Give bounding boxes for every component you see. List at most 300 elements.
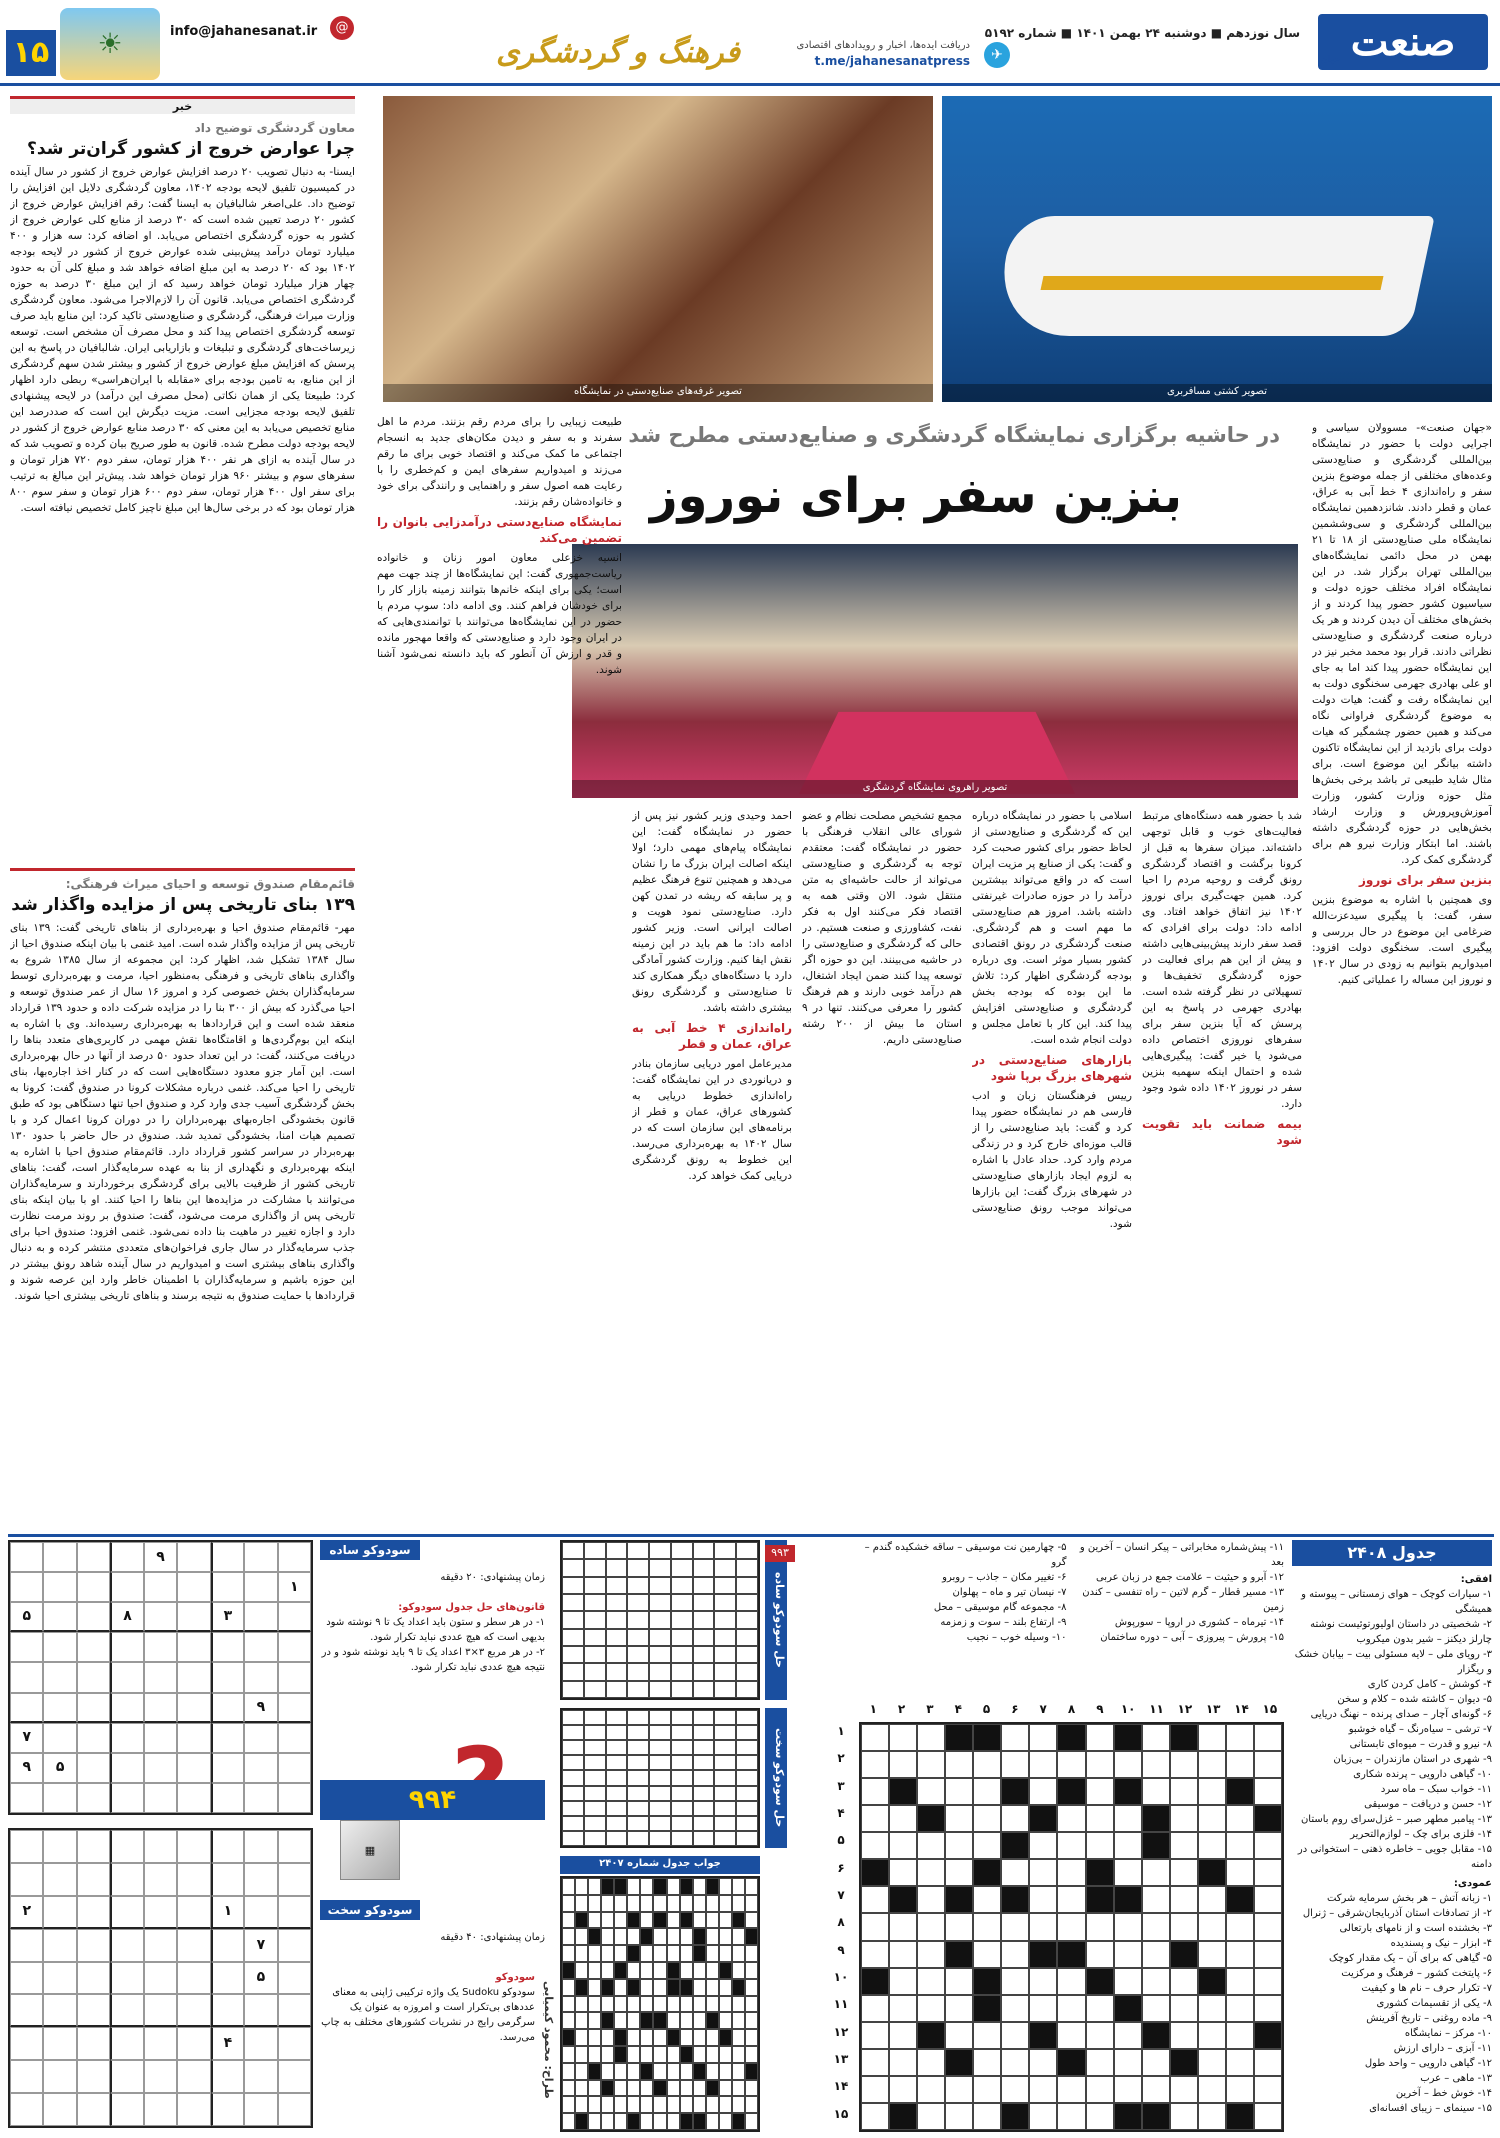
crossword-cell[interactable] [627, 1895, 640, 1912]
crossword-cell[interactable] [889, 1832, 917, 1859]
crossword-cell[interactable] [680, 2029, 693, 2046]
crossword-cell[interactable] [1142, 2049, 1170, 2076]
sudoku-cell[interactable] [10, 1572, 43, 1602]
sudoku-cell[interactable] [244, 1542, 277, 1572]
crossword-cell[interactable] [1057, 1968, 1085, 1995]
crossword-cell[interactable] [917, 1724, 945, 1751]
sudoku-cell[interactable] [144, 1753, 177, 1783]
crossword-cell[interactable] [627, 1646, 649, 1663]
crossword-cell[interactable] [653, 1895, 666, 1912]
sudoku-cell[interactable] [244, 1662, 277, 1692]
crossword-cell[interactable] [588, 1878, 601, 1895]
crossword-cell[interactable] [584, 1816, 606, 1831]
sudoku-cell[interactable] [43, 2060, 76, 2093]
crossword-cell[interactable] [562, 1945, 575, 1962]
crossword-cell[interactable] [945, 1751, 973, 1778]
crossword-cell[interactable] [627, 1681, 649, 1698]
crossword-cell[interactable] [680, 2012, 693, 2029]
crossword-cell[interactable] [627, 1542, 649, 1559]
crossword-cell[interactable] [693, 1646, 715, 1663]
crossword-cell[interactable] [706, 1945, 719, 1962]
crossword-cell[interactable] [693, 1594, 715, 1611]
crossword-cell[interactable] [588, 2096, 601, 2113]
crossword-cell[interactable] [671, 1710, 693, 1725]
crossword-cell[interactable] [588, 1945, 601, 1962]
sudoku-cell[interactable]: ۷ [10, 1723, 43, 1753]
crossword-cell[interactable] [693, 2029, 706, 2046]
sudoku-cell[interactable] [177, 1783, 210, 1813]
crossword-cell[interactable] [1142, 1724, 1170, 1751]
crossword-cell[interactable] [861, 2103, 889, 2130]
crossword-cell[interactable] [667, 2012, 680, 2029]
crossword-cell[interactable] [653, 2096, 666, 2113]
crossword-cell[interactable] [714, 1786, 736, 1801]
sudoku-cell[interactable] [177, 1723, 210, 1753]
crossword-cell[interactable] [562, 1831, 584, 1846]
crossword-cell[interactable] [606, 1755, 628, 1770]
crossword-cell[interactable] [584, 1786, 606, 1801]
sudoku-cell[interactable] [43, 1662, 76, 1692]
crossword-cell[interactable] [627, 2096, 640, 2113]
crossword-cell[interactable] [627, 1831, 649, 1846]
crossword-cell[interactable] [714, 1816, 736, 1831]
crossword-cell[interactable] [719, 1996, 732, 2013]
crossword-cell[interactable] [1086, 1724, 1114, 1751]
sudoku-cell[interactable] [110, 1863, 143, 1896]
crossword-cell[interactable] [562, 2046, 575, 2063]
crossword-cell[interactable] [627, 1710, 649, 1725]
crossword-cell[interactable] [714, 1740, 736, 1755]
crossword-cell[interactable] [680, 2063, 693, 2080]
crossword-cell[interactable] [861, 1941, 889, 1968]
crossword-cell[interactable] [667, 2080, 680, 2097]
sudoku-cell[interactable] [110, 1572, 143, 1602]
crossword-cell[interactable] [732, 1945, 745, 1962]
sudoku-cell[interactable] [110, 1542, 143, 1572]
crossword-cell[interactable] [693, 1786, 715, 1801]
sudoku-cell[interactable] [144, 2093, 177, 2126]
crossword-cell[interactable] [649, 1611, 671, 1628]
crossword-cell[interactable] [719, 2063, 732, 2080]
crossword-cell[interactable] [1142, 2076, 1170, 2103]
crossword-cell[interactable] [584, 1681, 606, 1698]
sudoku-cell[interactable] [278, 1994, 311, 2027]
crossword-cell[interactable] [627, 1928, 640, 1945]
crossword-cell[interactable] [861, 1778, 889, 1805]
crossword-cell[interactable] [562, 1770, 584, 1785]
crossword-cell[interactable] [745, 2080, 758, 2097]
sudoku-cell[interactable] [177, 1962, 210, 1995]
crossword-cell[interactable] [889, 2022, 917, 2049]
sudoku-cell[interactable] [77, 1723, 110, 1753]
sudoku-cell[interactable] [77, 1929, 110, 1962]
crossword-cell[interactable] [1254, 1913, 1282, 1940]
sudoku-cell[interactable] [177, 1693, 210, 1723]
crossword-cell[interactable] [719, 2046, 732, 2063]
crossword-cell[interactable] [1057, 1886, 1085, 1913]
crossword-cell[interactable] [1001, 1995, 1029, 2022]
sudoku-cell[interactable] [211, 1929, 244, 1962]
crossword-cell[interactable] [1114, 1968, 1142, 1995]
crossword-cell[interactable] [575, 2012, 588, 2029]
crossword-cell[interactable] [732, 1962, 745, 1979]
crossword-cell[interactable] [1057, 2076, 1085, 2103]
sudoku-cell[interactable] [10, 2027, 43, 2060]
crossword-cell[interactable] [861, 2049, 889, 2076]
crossword-cell[interactable] [861, 1995, 889, 2022]
crossword-cell[interactable] [945, 1859, 973, 1886]
crossword-cell[interactable] [1198, 1886, 1226, 1913]
crossword-cell[interactable] [649, 1646, 671, 1663]
crossword-cell[interactable] [736, 1542, 758, 1559]
crossword-cell[interactable] [667, 2046, 680, 2063]
crossword-cell[interactable] [1142, 1751, 1170, 1778]
sudoku-cell[interactable] [77, 1830, 110, 1863]
crossword-cell[interactable] [945, 1778, 973, 1805]
crossword-cell[interactable] [745, 2029, 758, 2046]
crossword-cell[interactable] [1254, 2103, 1282, 2130]
crossword-cell[interactable] [640, 1912, 653, 1929]
crossword-cell[interactable] [889, 1913, 917, 1940]
crossword-cell[interactable] [627, 1962, 640, 1979]
crossword-cell[interactable] [732, 2012, 745, 2029]
crossword-cell[interactable] [1198, 2103, 1226, 2130]
crossword-cell[interactable] [719, 1878, 732, 1895]
crossword-cell[interactable] [562, 1611, 584, 1628]
crossword-cell[interactable] [614, 2113, 627, 2130]
sudoku-cell[interactable] [110, 2060, 143, 2093]
crossword-cell[interactable] [649, 1594, 671, 1611]
crossword-cell[interactable] [745, 1962, 758, 1979]
sudoku-cell[interactable] [43, 1723, 76, 1753]
sudoku-cell[interactable] [144, 1693, 177, 1723]
sudoku-cell[interactable] [77, 1693, 110, 1723]
crossword-cell[interactable] [889, 2076, 917, 2103]
crossword-cell[interactable] [973, 2049, 1001, 2076]
sudoku-cell[interactable] [211, 2093, 244, 2126]
sudoku-cell[interactable] [278, 1693, 311, 1723]
crossword-cell[interactable] [671, 1816, 693, 1831]
crossword-cell[interactable] [889, 1968, 917, 1995]
crossword-cell[interactable] [640, 2029, 653, 2046]
crossword-cell[interactable] [889, 1941, 917, 1968]
crossword-cell[interactable] [614, 2012, 627, 2029]
crossword-cell[interactable] [693, 2080, 706, 2097]
crossword-cell[interactable] [653, 2113, 666, 2130]
sudoku-cell[interactable] [10, 1662, 43, 1692]
crossword-cell[interactable] [588, 2012, 601, 2029]
crossword-cell[interactable] [1001, 1859, 1029, 1886]
crossword-cell[interactable] [588, 2046, 601, 2063]
crossword-cell[interactable] [671, 1681, 693, 1698]
crossword-cell[interactable] [1114, 1805, 1142, 1832]
sudoku-cell[interactable] [77, 1863, 110, 1896]
crossword-cell[interactable] [693, 1725, 715, 1740]
crossword-cell[interactable] [575, 2046, 588, 2063]
sudoku-cell[interactable] [244, 1994, 277, 2027]
crossword-cell[interactable] [719, 1928, 732, 1945]
sudoku-cell[interactable] [110, 1753, 143, 1783]
sudoku-cell[interactable] [110, 1994, 143, 2027]
sudoku-cell[interactable] [278, 1723, 311, 1753]
crossword-cell[interactable] [736, 1816, 758, 1831]
crossword-cell[interactable] [606, 1816, 628, 1831]
crossword-cell[interactable] [653, 1928, 666, 1945]
crossword-cell[interactable] [671, 1594, 693, 1611]
sudoku-cell[interactable] [144, 1896, 177, 1929]
crossword-cell[interactable] [1170, 1913, 1198, 1940]
sudoku-cell[interactable] [77, 1602, 110, 1632]
crossword-cell[interactable] [945, 1968, 973, 1995]
crossword-cell[interactable] [667, 1996, 680, 2013]
sudoku-cell[interactable] [278, 1542, 311, 1572]
crossword-cell[interactable] [1254, 1968, 1282, 1995]
crossword-cell[interactable] [1029, 1778, 1057, 1805]
crossword-cell[interactable] [706, 1912, 719, 1929]
crossword-cell[interactable] [601, 1928, 614, 1945]
crossword-cell[interactable] [1142, 1913, 1170, 1940]
crossword-cell[interactable] [714, 1725, 736, 1740]
crossword-cell[interactable] [917, 2076, 945, 2103]
crossword-cell[interactable] [562, 1996, 575, 2013]
crossword-cell[interactable] [614, 1945, 627, 1962]
crossword-cell[interactable] [1142, 1778, 1170, 1805]
crossword-cell[interactable] [714, 1646, 736, 1663]
crossword-cell[interactable] [601, 2029, 614, 2046]
sudoku-cell[interactable] [43, 1783, 76, 1813]
crossword-cell[interactable] [649, 1663, 671, 1680]
sudoku-cell[interactable] [211, 1572, 244, 1602]
sudoku-cell[interactable] [43, 2093, 76, 2126]
crossword-cell[interactable] [693, 1611, 715, 1628]
sudoku-cell[interactable] [110, 1723, 143, 1753]
crossword-cell[interactable] [1170, 2103, 1198, 2130]
crossword-cell[interactable] [714, 1770, 736, 1785]
crossword-cell[interactable] [649, 1770, 671, 1785]
sudoku-cell[interactable] [10, 2060, 43, 2093]
sudoku-cell[interactable] [177, 2027, 210, 2060]
crossword-cell[interactable] [736, 1646, 758, 1663]
crossword-cell[interactable] [1254, 1886, 1282, 1913]
sudoku-cell[interactable] [144, 1994, 177, 2027]
crossword-cell[interactable] [601, 2046, 614, 2063]
crossword-cell[interactable] [1086, 1751, 1114, 1778]
crossword-cell[interactable] [584, 1629, 606, 1646]
crossword-cell[interactable] [1001, 1724, 1029, 1751]
crossword-cell[interactable] [693, 1895, 706, 1912]
crossword-cell[interactable] [640, 2046, 653, 2063]
crossword-cell[interactable] [1001, 1968, 1029, 1995]
sudoku-cell[interactable] [110, 1662, 143, 1692]
crossword-cell[interactable] [693, 1962, 706, 1979]
crossword-cell[interactable] [671, 1755, 693, 1770]
crossword-cell[interactable] [640, 1962, 653, 1979]
sudoku-cell[interactable] [43, 2027, 76, 2060]
crossword-cell[interactable] [861, 2022, 889, 2049]
crossword-cell[interactable] [1057, 1751, 1085, 1778]
sudoku-cell[interactable]: ۹ [10, 1753, 43, 1783]
crossword-cell[interactable] [1198, 1805, 1226, 1832]
crossword-cell[interactable] [649, 1801, 671, 1816]
crossword-cell[interactable] [562, 1646, 584, 1663]
sudoku-cell[interactable] [211, 1863, 244, 1896]
sudoku-cell[interactable] [211, 1632, 244, 1662]
sudoku-cell[interactable] [77, 2093, 110, 2126]
crossword-cell[interactable] [671, 1801, 693, 1816]
crossword-cell[interactable] [1114, 2049, 1142, 2076]
crossword-cell[interactable] [606, 1786, 628, 1801]
crossword-cell[interactable] [627, 1816, 649, 1831]
crossword-cell[interactable] [732, 1996, 745, 2013]
crossword-cell[interactable] [732, 1928, 745, 1945]
sudoku-cell[interactable] [144, 1602, 177, 1632]
crossword-cell[interactable] [1198, 1751, 1226, 1778]
crossword-cell[interactable] [606, 1577, 628, 1594]
crossword-cell[interactable] [671, 1770, 693, 1785]
crossword-cell[interactable] [745, 2113, 758, 2130]
crossword-cell[interactable] [861, 1805, 889, 1832]
crossword-cell[interactable] [640, 1945, 653, 1962]
crossword-cell[interactable] [627, 1611, 649, 1628]
crossword-cell[interactable] [889, 1859, 917, 1886]
crossword-cell[interactable] [680, 2096, 693, 2113]
crossword-cell[interactable] [575, 1878, 588, 1895]
crossword-cell[interactable] [706, 1962, 719, 1979]
sudoku-cell[interactable] [211, 1693, 244, 1723]
crossword-cell[interactable] [1198, 2076, 1226, 2103]
crossword-cell[interactable] [601, 1912, 614, 1929]
crossword-cell[interactable] [606, 1725, 628, 1740]
crossword-cell[interactable] [736, 1559, 758, 1576]
sudoku-cell[interactable] [77, 1632, 110, 1662]
crossword-cell[interactable] [917, 1832, 945, 1859]
crossword-cell[interactable] [671, 1577, 693, 1594]
sudoku-cell[interactable] [211, 1662, 244, 1692]
crossword-cell[interactable] [973, 1913, 1001, 1940]
sudoku-cell[interactable] [177, 1896, 210, 1929]
sudoku-cell[interactable] [43, 1830, 76, 1863]
sudoku-cell[interactable] [278, 1962, 311, 1995]
crossword-cell[interactable] [584, 1770, 606, 1785]
crossword-cell[interactable] [693, 1755, 715, 1770]
sudoku-cell[interactable]: ۹ [244, 1693, 277, 1723]
crossword-cell[interactable] [562, 1594, 584, 1611]
sudoku-cell[interactable] [77, 1753, 110, 1783]
crossword-cell[interactable] [693, 1663, 715, 1680]
crossword-cell[interactable] [667, 2096, 680, 2113]
crossword-cell[interactable] [917, 1968, 945, 1995]
crossword-cell[interactable] [680, 1962, 693, 1979]
crossword-cell[interactable] [680, 1928, 693, 1945]
sudoku-cell[interactable] [211, 2060, 244, 2093]
crossword-cell[interactable] [606, 1542, 628, 1559]
crossword-cell[interactable] [649, 1681, 671, 1698]
crossword-cell[interactable] [1057, 1832, 1085, 1859]
crossword-cell[interactable] [562, 2113, 575, 2130]
sudoku-cell[interactable] [244, 1753, 277, 1783]
crossword-cell[interactable] [575, 1996, 588, 2013]
crossword-cell[interactable] [719, 2096, 732, 2113]
crossword-cell[interactable] [745, 1979, 758, 1996]
crossword-cell[interactable] [562, 1912, 575, 1929]
crossword-cell[interactable] [736, 1831, 758, 1846]
sudoku-cell[interactable] [10, 1542, 43, 1572]
crossword-cell[interactable] [1254, 2049, 1282, 2076]
crossword-cell[interactable] [640, 1979, 653, 1996]
crossword-cell[interactable] [714, 1831, 736, 1846]
crossword-cell[interactable] [693, 1710, 715, 1725]
main-headline[interactable]: بنزین سفر برای نوروز [650, 468, 1182, 524]
crossword-cell[interactable] [614, 2080, 627, 2097]
crossword-cell[interactable] [627, 1878, 640, 1895]
crossword-cell[interactable] [1029, 2103, 1057, 2130]
crossword-cell[interactable] [653, 1996, 666, 2013]
crossword-cell[interactable] [671, 1663, 693, 1680]
crossword-cell[interactable] [627, 1577, 649, 1594]
sudoku-cell[interactable] [77, 1662, 110, 1692]
crossword-cell[interactable] [732, 1895, 745, 1912]
crossword-cell[interactable] [714, 1710, 736, 1725]
crossword-cell[interactable] [1254, 1832, 1282, 1859]
sudoku-cell[interactable] [43, 1896, 76, 1929]
crossword-cell[interactable] [562, 1816, 584, 1831]
crossword-cell[interactable] [714, 1629, 736, 1646]
crossword-cell[interactable] [736, 1629, 758, 1646]
crossword-cell[interactable] [1086, 1778, 1114, 1805]
sudoku-cell[interactable] [211, 1542, 244, 1572]
crossword-cell[interactable] [917, 1886, 945, 1913]
sudoku-cell[interactable] [43, 1693, 76, 1723]
crossword-cell[interactable] [562, 1725, 584, 1740]
crossword-cell[interactable] [1254, 1941, 1282, 1968]
crossword-cell[interactable] [627, 2046, 640, 2063]
crossword-cell[interactable] [653, 2029, 666, 2046]
sudoku-cell[interactable] [177, 1542, 210, 1572]
crossword-cell[interactable] [736, 1770, 758, 1785]
crossword-cell[interactable] [671, 1646, 693, 1663]
crossword-cell[interactable] [584, 1646, 606, 1663]
crossword-cell[interactable] [562, 1559, 584, 1576]
sudoku-cell[interactable] [10, 1929, 43, 1962]
crossword-cell[interactable] [649, 1740, 671, 1755]
crossword-cell[interactable] [562, 2096, 575, 2113]
crossword-cell[interactable] [1226, 2076, 1254, 2103]
sudoku-cell[interactable] [244, 1863, 277, 1896]
crossword-cell[interactable] [653, 1962, 666, 1979]
sudoku-cell[interactable] [144, 1723, 177, 1753]
crossword-cell[interactable] [627, 1770, 649, 1785]
crossword-cell[interactable] [627, 1755, 649, 1770]
crossword-cell[interactable] [588, 1912, 601, 1929]
sudoku-cell[interactable] [43, 1929, 76, 1962]
crossword-cell[interactable] [1001, 2049, 1029, 2076]
crossword-cell[interactable] [745, 2046, 758, 2063]
crossword-cell[interactable] [1170, 1805, 1198, 1832]
crossword-cell[interactable] [693, 1801, 715, 1816]
telegram-link[interactable]: t.me/jahanesanatpress [814, 54, 970, 68]
crossword-cell[interactable] [671, 1559, 693, 1576]
crossword-cell[interactable] [1226, 1751, 1254, 1778]
crossword-cell[interactable] [1170, 2022, 1198, 2049]
crossword-cell[interactable] [714, 1559, 736, 1576]
crossword-cell[interactable] [693, 2012, 706, 2029]
crossword-cell[interactable] [649, 1577, 671, 1594]
crossword-cell[interactable] [562, 1979, 575, 1996]
crossword-cell[interactable] [1057, 2103, 1085, 2130]
crossword-cell[interactable] [627, 1786, 649, 1801]
crossword-cell[interactable] [640, 1895, 653, 1912]
sudoku-cell[interactable] [144, 1830, 177, 1863]
